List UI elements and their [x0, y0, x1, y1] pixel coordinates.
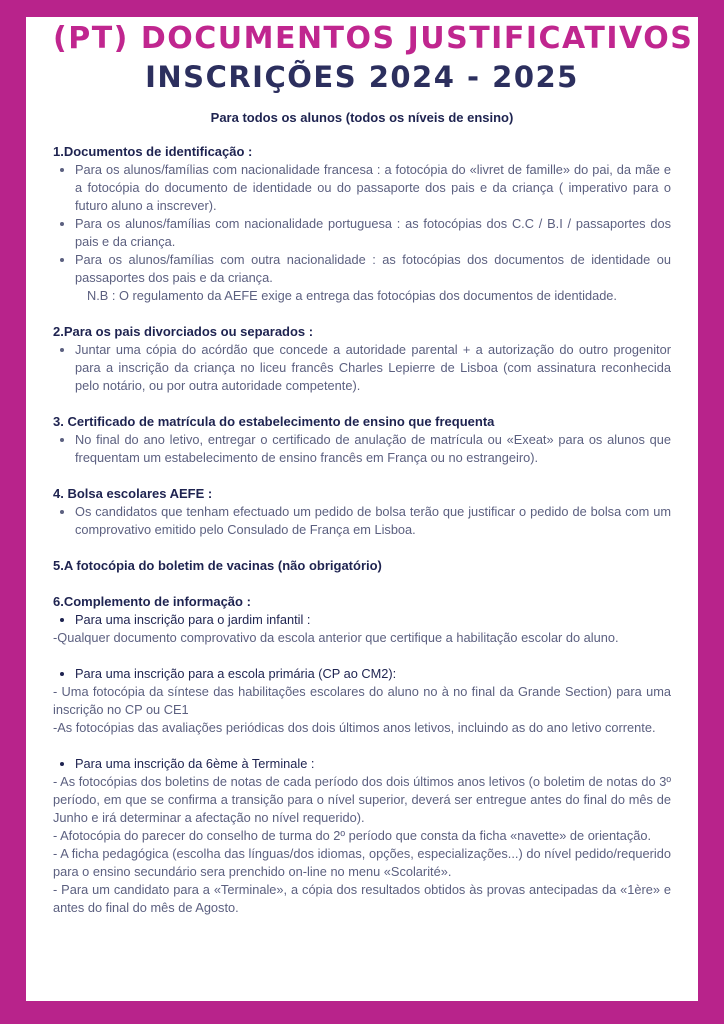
section-complement-title: 6.Complemento de informação :: [53, 594, 251, 609]
section-divorced-title: 2.Para os pais divorciados ou separados :: [53, 324, 314, 339]
primary-text-1: - Uma fotocópia da síntese das habilitações escolares do aluno no à no final da Grande Section) para uma inscrição no CP ou CE1: [53, 684, 671, 717]
primary-text-2: -As fotocópias das avaliações periódicas dos dois últimos anos letivos, incluindo as do ano letivo corrente.: [53, 720, 656, 735]
list-item: • Para os alunos/famílias com outra nacionalidade : as fotocópias dos documentos de identidade ou passaportes dos pais e da criança.: [75, 251, 671, 287]
list-item: • No final do ano letivo, entregar o certificado de anulação de matrícula ou «Exeat» para os alunos que frequentam um estabelecimento de ensino francês em França ou no estrangeiro).: [75, 431, 671, 467]
certificate-list: [53, 431, 671, 467]
document-subtitle-year: INSCRIÇÕES 2024 - 2025: [145, 60, 579, 94]
secondary-text-1: - As fotocópias dos boletins de notas de cada período dos dois últimos anos letivos (o boletim de notas do 3º período, em que se confirma a transição para o nível superior, deverá ser entregue antes do final do mês de Junho e irá determinar a afectação no nível requerido).: [53, 774, 671, 825]
list-item: • Juntar uma cópia do acórdão que concede a autoridade parental + a autorização do outro progenitor para a inscrição da criança no liceu francês Charles Lepierre de Lisboa (com assinatura reconhecida pelo notário, ou por outra autoridade competente).: [75, 341, 671, 395]
kindergarten-heading: • Para uma inscrição para o jardim infantil :: [75, 611, 671, 629]
section-certificate-title: 3. Certificado de matrícula do estabelecimento de ensino que frequenta: [53, 414, 495, 429]
divorced-list: [53, 341, 671, 395]
kindergarten-list: [53, 611, 671, 629]
section-vaccines-title: 5.A fotocópia do boletim de vacinas (não obrigatório): [53, 558, 382, 573]
primary-list: [53, 665, 671, 683]
secondary-heading: • Para uma inscrição da 6ème à Terminale :: [75, 755, 671, 773]
list-item: • Os candidatos que tenham efectuado um pedido de bolsa terão que justificar o pedido de bolsa com um comprovativo emitido pelo Consulado de França em Lisboa.: [75, 503, 671, 539]
secondary-text-3: - A ficha pedagógica (escolha das línguas/dos idiomas, opções, especializações...) do nível pedido/requerido para o ensino secundário sera prenchido on-line no menu «Scolarité».: [53, 846, 671, 879]
list-item: • Para os alunos/famílias com nacionalidade francesa : a fotocópia do «livret de famille» do pai, da mãe e a fotocópia do documento de identidade ou do passaporte dos pais e da criança ( imperativo para o futuro aluno a inscrever).: [75, 161, 671, 215]
list-item: • Para os alunos/famílias com nacionalidade portuguesa : as fotocópias dos C.C / B.I / passaportes dos pais e da criança.: [75, 215, 671, 251]
document-page: [26, 17, 698, 1001]
audience-subtitle: Para todos os alunos (todos os níveis de ensino): [210, 110, 514, 125]
kindergarten-text: -Qualquer documento comprovativo da escola anterior que certifique a habilitação escolar do aluno.: [53, 630, 619, 645]
identification-note: N.B : O regulamento da AEFE exige a entrega das fotocópias dos documentos de identidade.: [87, 288, 617, 303]
document-title: (PT) DOCUMENTOS JUSTIFICATIVOS: [53, 21, 694, 56]
scholarship-list: [53, 503, 671, 539]
identification-list: [53, 161, 671, 287]
section-identification-title: 1.Documentos de identificação :: [53, 144, 253, 159]
secondary-list: [53, 755, 671, 773]
primary-heading: • Para uma inscrição para a escola primária (CP ao CM2):: [75, 665, 671, 683]
section-scholarship-title: 4. Bolsa escolares AEFE :: [53, 486, 213, 501]
secondary-text-4: - Para um candidato para a «Terminale», a cópia dos resultados obtidos às provas antecipadas da «1ère» e antes do final do mês de Agosto.: [53, 882, 671, 915]
secondary-text-2: - Afotocópia do parecer do conselho de turma do 2º período que consta da ficha «navette» de orientação.: [53, 828, 652, 843]
